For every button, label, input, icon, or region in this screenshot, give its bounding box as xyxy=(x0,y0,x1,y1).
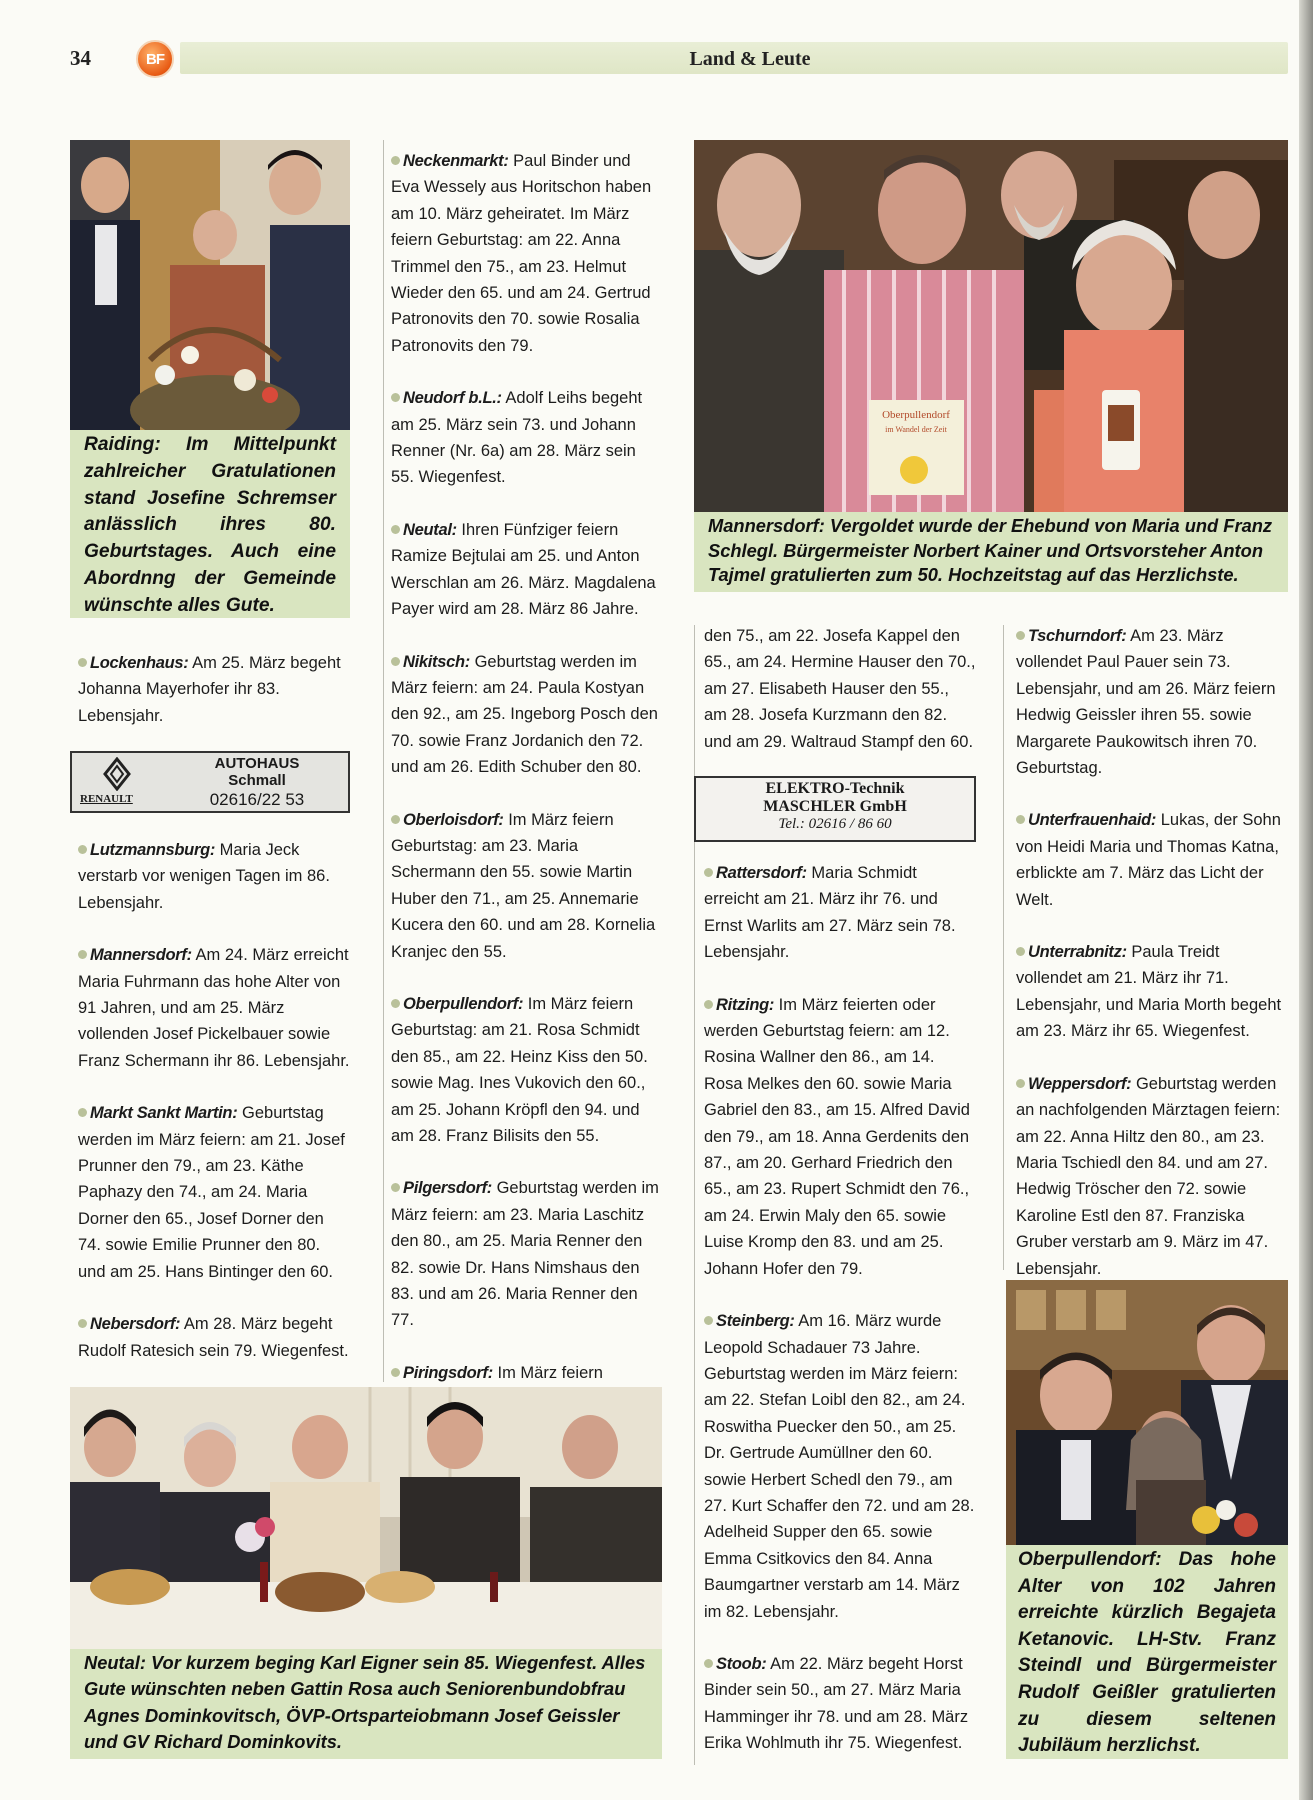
bullet-icon xyxy=(78,1108,87,1117)
bullet-icon xyxy=(1016,947,1025,956)
autohaus-line1: AUTOHAUS xyxy=(214,755,300,772)
entry-neutal: Neutal: Ihren Fünfziger feiern Ramize Bejtulai am 25. und Anton Werschlan am 26. März. Magdalena Payer wird am 28. März 86 Jahre. xyxy=(391,520,656,619)
bullet-icon xyxy=(391,156,400,165)
entry-lockenhaus: Lockenhaus: Am 25. März begeht Johanna Mayerhofer ihr 83. Lebensjahr. xyxy=(78,654,341,725)
elektro-line1: ELEKTRO-Technik xyxy=(765,780,905,797)
entry-oberpullendorf: Oberpullendorf: Im März feiern Geburtstag: am 21. Rosa Schmidt den 85., am 22. Heinz Kiss den 50. sowie Mag. Ines Vukovich den 60., am 25. Johann Kröpfl den 94. und am 28. Franz Bilisits den 55. xyxy=(391,994,648,1145)
entry-oberloisdorf: Oberloisdorf: Im März feiern Geburtstag: am 23. Maria Schermann den 55. sowie Martin Huber den 71., am 25. Annemarie Kucera den 60. und am 28. Kornelia Kranjec den 55. xyxy=(391,810,656,961)
bf-logo: BF xyxy=(136,40,174,78)
bullet-icon xyxy=(78,658,87,667)
entry-mannersdorf: Mannersdorf: Am 24. März erreicht Maria Fuhrmann das hohe Alter von 91 Jahren, und am 25. März vollenden Josef Pickelbauer sowie Franz Schermann ihr 86. Lebensjahr. xyxy=(78,946,350,1070)
entry-neckenmarkt: Neckenmarkt: Paul Binder und Eva Wessely aus Horitschon haben am 10. März geheiratet. Im März feiern Geburtstag: am 22. Anna Trimmel den 75., am 23. Helmut Wieder den 65. und am 24. Gertrud Patronovits den 70. sowie Rosalia Patronovits den 79. xyxy=(391,152,652,355)
entry-unterfrauenhaid: Unterfrauenhaid: Lukas, der Sohn von Heidi Maria und Thomas Katna, erblickte am 7. März das Licht der Welt. xyxy=(1016,811,1281,909)
book-title: Oberpullendorf xyxy=(882,409,950,421)
page-edge xyxy=(1299,0,1313,1800)
bullet-icon xyxy=(391,999,400,1008)
caption-raiding: Raiding: Im Mittelpunkt zahlreicher Gratulationen stand Josefine Schremser anlässlich ihres 80. Geburtstages. Auch eine Abordnng der Gemeinde wünschte alles Gute. xyxy=(70,430,350,618)
entry-nebersdorf: Nebersdorf: Am 28. März begeht Rudolf Ratesich sein 79. Wiegenfest. xyxy=(78,1315,349,1360)
book-subtitle: im Wandel der Zeit xyxy=(885,425,947,434)
entry-lutzmannsburg: Lutzmannsburg: Maria Jeck verstarb vor wenigen Tagen im 86. Lebensjahr. xyxy=(78,841,330,912)
column-rule xyxy=(1003,625,1004,1270)
bullet-icon xyxy=(391,1183,400,1192)
column-2 xyxy=(391,148,663,1465)
autohaus-phone: 02616/22 53 xyxy=(209,790,305,809)
bullet-icon xyxy=(1016,1079,1025,1088)
bullet-icon xyxy=(391,525,400,534)
entry-rattersdorf: Rattersdorf: Maria Schmidt erreicht am 21. März ihr 76. und Ernst Warlits am 27. März sein 78. Lebensjahr. xyxy=(704,864,956,962)
column-3-lower xyxy=(704,860,976,1783)
renault-brand: RENAULT xyxy=(80,793,133,805)
section-title: Land & Leute xyxy=(689,48,811,70)
entry-nikitsch: Nikitsch: Geburtstag werden im März feiern: am 24. Paula Kostyan den 92., am 25. Ingeborg Posch den 70. sowie Franz Jordanich den 72. und am 26. Edith Schuber den 80. xyxy=(391,652,658,777)
bullet-icon xyxy=(391,657,400,666)
entry-markt-sankt-martin: Markt Sankt Martin: Geburtstag werden im März feiern: am 21. Josef Prunner den 79., am 23. Käthe Paphazy den 74., am 24. Maria Dorner den 65., Josef Dorner den 74. sowie Emilie Prunner den 80. und am 25. Hans Bintinger den 60. xyxy=(78,1104,345,1281)
elektro-line2: MASCHLER GmbH xyxy=(763,798,907,815)
photo-raiding xyxy=(70,140,350,430)
column-3 xyxy=(704,623,976,781)
bullet-icon xyxy=(704,1000,713,1009)
elektro-phone: Tel.: 02616 / 86 60 xyxy=(778,816,892,832)
entry-pilgersdorf: Pilgersdorf: Geburtstag werden im März feiern: am 23. Maria Laschitz den 80., am 25. Maria Renner den 82. sowie Dr. Hans Nimshaus den 83. und am 26. Maria Renner den 77. xyxy=(391,1179,659,1330)
bullet-icon xyxy=(1016,631,1025,640)
caption-neutal: Neutal: Vor kurzem beging Karl Eigner sein 85. Wiegenfest. Alles Gute wünschten neben Gattin Rosa auch Seniorenbundobfrau Agnes Dominkovitsch, ÖVP-Ortsparteiobmann Josef Geissler und GV Richard Dominkovits. xyxy=(70,1649,662,1759)
caption-oberpullendorf: Oberpullendorf: Das hohe Alter von 102 Jahren erreichte kürzlich Begajeta Ketanovic. LH-Stv. Franz Steindl und Bürgermeister Rudolf Geißler gratulierten zu diesem seltenen Jubiläum herzlichst. xyxy=(1006,1545,1288,1759)
entry-piringsdorf-continued: den 75., am 22. Josefa Kappel den 65., am 24. Hermine Hauser den 70., am 27. Elisabeth Hauser den 55., am 28. Josefa Kurzmann den 82. und am 29. Waltraud Stampf den 60. xyxy=(704,627,976,751)
bullet-icon xyxy=(1016,815,1025,824)
photo-oberpullendorf xyxy=(1006,1280,1288,1545)
ad-autohaus-schmall xyxy=(70,751,350,813)
entry-tschurndorf: Tschurndorf: Am 23. März vollendet Paul Pauer sein 73. Lebensjahr, und am 26. März feiern Hedwig Geissler ihren 55. sowie Margarete Paukowitsch ihren 70. Geburtstag. xyxy=(1016,627,1276,778)
ad-elektro-maschler xyxy=(694,776,976,842)
column-1-lower xyxy=(78,837,350,1390)
entry-neudorf: Neudorf b.L.: Adolf Leihs begeht am 25. März sein 73. und Johann Renner (Nr. 6a) am 28. März sein 55. Wiegenfest. xyxy=(391,389,643,487)
page-number: 34 xyxy=(70,46,91,70)
bullet-icon xyxy=(704,868,713,877)
column-1 xyxy=(78,650,350,755)
renault-logo-icon xyxy=(102,757,132,791)
bullet-icon xyxy=(704,1316,713,1325)
caption-mannersdorf: Mannersdorf: Vergoldet wurde der Ehebund von Maria und Franz Schlegl. Bürgermeister Norbert Kainer und Ortsvorsteher Anton Tajmel gratulierten zum 50. Hochzeitstag auf das Herzlichste. xyxy=(694,512,1288,592)
bullet-icon xyxy=(391,815,400,824)
photo-neutal xyxy=(70,1387,662,1649)
entry-ritzing: Ritzing: Im März feierten oder werden Geburtstag feiern: am 12. Rosina Wallner den 86., am 14. Rosa Melkes den 60. sowie Maria Gabriel den 83., am 15. Alfred David den 79., am 18. Anna Gerdenits den 87., am 20. Gerhard Friedrich den 65., am 23. Rupert Schmidt den 76., am 24. Erwin Maly den 65. sowie Luise Kromp den 83. und am 25. Johann Hofer den 79. xyxy=(704,995,970,1278)
bullet-icon xyxy=(78,1319,87,1328)
bullet-icon xyxy=(78,950,87,959)
entry-stoob: Stoob: Am 22. März begeht Horst Binder sein 50., am 27. März Maria Hamminger ihr 78. und am 28. März Erika Wohlmuth ihr 75. Wiegenfest. xyxy=(704,1654,969,1753)
bullet-icon xyxy=(78,845,87,854)
photo-mannersdorf xyxy=(694,140,1288,512)
column-4 xyxy=(1016,623,1288,1308)
entry-steinberg: Steinberg: Am 16. März wurde Leopold Schadauer 73 Jahre. Geburtstag werden im März feiern: am 22. Stefan Loibl den 82., am 24. Roswitha Puecker den 50., am 25. Dr. Gertrude Aumüllner den 60. sowie Herbert Schedl den 79., am 27. Kurt Schaffer den 72. und am 28. Adelheid Supper den 65. sowie Emma Csitkovics den 84. Anna Baumgartner verstarb am 14. März im 82. Lebensjahr. xyxy=(704,1312,975,1621)
entry-piringsdorf: Piringsdorf: Im März feiern xyxy=(391,1360,663,1439)
bullet-icon xyxy=(704,1659,713,1668)
bullet-icon xyxy=(391,1368,400,1377)
column-rule xyxy=(383,140,384,1382)
entry-weppersdorf: Weppersdorf: Geburtstag werden an nachfolgenden Märztagen feiern: am 22. Anna Hiltz den 80., am 23. Maria Tschiedl den 84. und am 27. Hedwig Tröscher den 72. sowie Karoline Estl den 87. Franziska Gruber verstarb am 9. März im 47. Lebensjahr. xyxy=(1016,1074,1281,1278)
bullet-icon xyxy=(391,393,400,402)
autohaus-line2: Schmall xyxy=(228,772,286,789)
entry-unterrabnitz: Unterrabnitz: Paula Treidt vollendet am 21. März ihr 71. Lebensjahr, und Maria Morth begeht am 23. März ihr 65. Wiegenfest. xyxy=(1016,943,1282,1041)
